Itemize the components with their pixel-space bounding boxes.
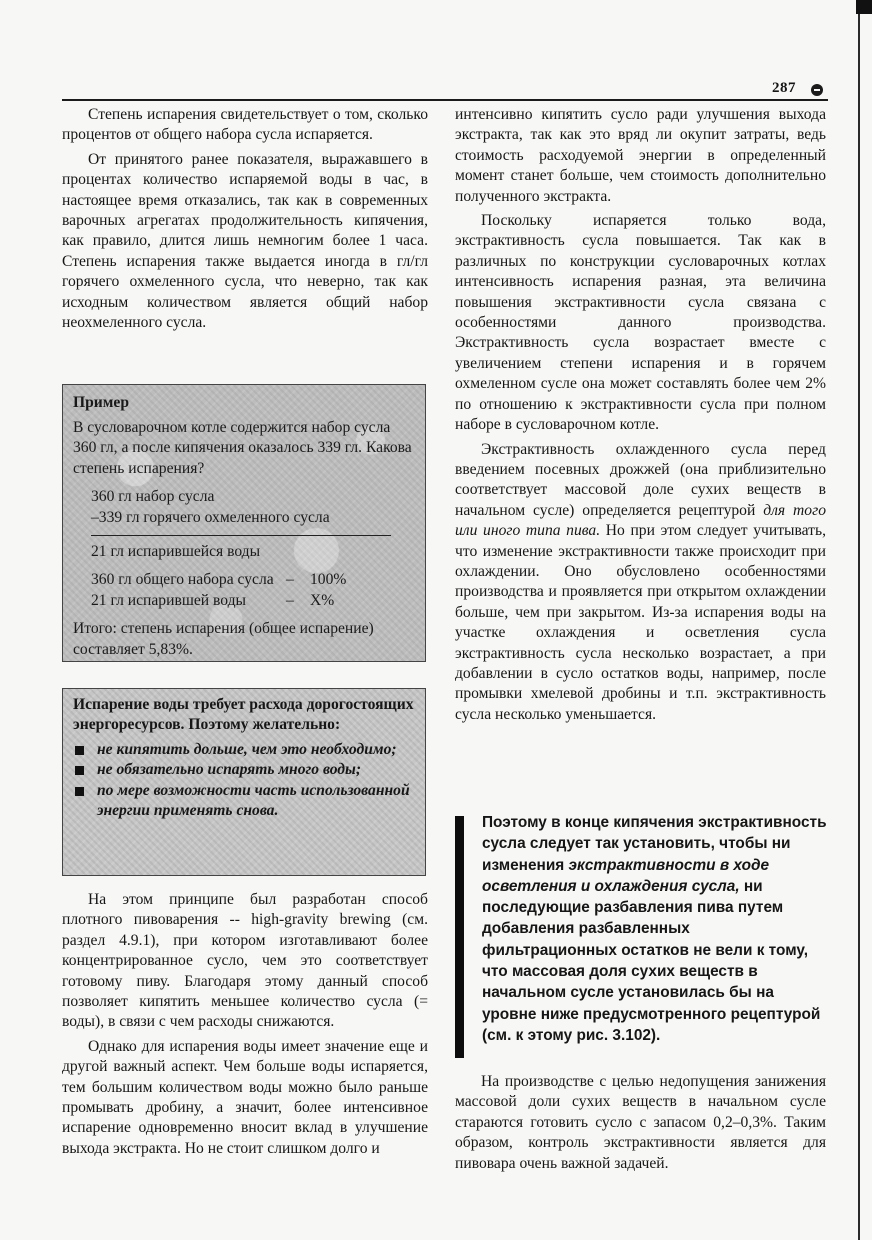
calc-line-subtract: –339 гл горячего охмеленного сусла — [91, 508, 330, 526]
proportion-line-2 — [73, 591, 415, 612]
right-column — [455, 105, 826, 725]
right-paragraph-3 — [455, 440, 826, 726]
note-item: не обязательно испарять много воды; — [73, 760, 415, 780]
right-column-bottom — [455, 1072, 826, 1174]
calc-line-total: 360 гл набор сусла — [91, 488, 215, 506]
right-paragraph-2: Поскольку испаряется только вода, экстрактивность сусла повышается. Так как в различных по конструкции сусловарочных котлах интенсивность испарения разная, эта величина повышения экстрактивности сусла связана с особенностями данного производства. Экстрактивность сусла возрастает вместе с увеличением степени испарения и в горячем охмеленном сусле она может составлять более чем 2% по отношению к экстрактивности сусла при полном наборе в сусловарочном котле. — [455, 212, 826, 434]
page-number-marker-icon — [811, 84, 823, 96]
right-paragraph-3-italic: для того или иного типа пива. — [455, 501, 826, 540]
left-column-bottom — [62, 890, 428, 1159]
right-paragraph-4: На производстве с целью недопущения занижения массовой доли сухих веществ в начальном сусле стараются готовить сусло с запасом 0,2–0,3%. Таким образом, контроль экстрактивности является для пивовара очень важной задачей. — [455, 1073, 826, 1172]
proportion-1-right: 100% — [310, 571, 347, 589]
note-list — [73, 740, 415, 822]
callout-part-b: ни последующие разбавления пива путем добавления разбавленных фильтрационных остатков не вели к тому, что массовая доля сухих веществ в начальном сусле установилась бы на уровне ниже предусмотренного рецептурой (см. к этому рис. 3.102). — [482, 877, 821, 1044]
page-edge-line — [858, 0, 860, 1240]
proportion-1-dash: – — [286, 571, 294, 589]
right-paragraph-3-part-a: Экстрактивность охлажденного сусла перед введением посевных дрожжей (она приблизительно соответствует массовой доле сухих веществ в начальном сусле) определяется рецептурой — [455, 440, 826, 519]
left-paragraph-4: Однако для испарения воды имеет значение еще и другой важный аспект. Чем больше воды испаряется, тем большим количеством воды можно было раньше промывать дробину, а значит, более интенсивное испарение одновременно вносит вклад в улучшение выхода экстракта. Но не стоит слишком долго и — [62, 1037, 428, 1157]
corner-mark — [856, 0, 872, 14]
proportion-2-right: X% — [310, 591, 335, 609]
example-box — [62, 384, 426, 662]
callout-bar — [455, 816, 464, 1058]
left-column — [62, 105, 428, 333]
left-paragraph-2: От принятого ранее показателя, выражавшего в процентах количество испаряемой воды в час, в настоящее время отказались, так как в современных варочных агрегатах продолжительность кипячения, как правило, длится лишь немногим более 1 часа. Степень испарения также выдается иногда в гл/гл горячего охмеленного сусла, что неверно, так как исходным количеством является общий набор неохмеленного сусла. — [62, 150, 428, 332]
left-paragraph-3: На этом принципе был разработан способ плотного пивоварения -- high-gravity brewing (см. раздел 4.9.1), при котором изготавливают более концентрированное сусло, чем это соответствует готовому пиву. Благодаря этому данный способ позволяет кипятить меньшее количество сусла (= воды), в связи с чем расходы снижаются. — [62, 891, 428, 1031]
proportion-2-dash: – — [286, 591, 294, 609]
left-paragraph-1: Степень испарения свидетельствует о том, сколько процентов от общего набора сусла испаряется. — [62, 106, 428, 144]
right-paragraph-1: интенсивно кипятить сусло ради улучшения выхода экстракта, так как это вряд ли окупит затраты, ведь стоимость расходуемой энергии в определенный момент станет больше, чем стоимость дополнительно полученного экстракта. — [455, 106, 826, 205]
proportion-2-left: 21 гл испарившей воды — [91, 591, 247, 609]
page-number: 287 — [772, 80, 796, 96]
callout-italic: экстрактивности в ходе осветления и охлаждения сусла, — [482, 856, 770, 895]
example-title: Пример — [73, 394, 130, 411]
note-lead: Испарение воды требует расхода дорогостоящих энергоресурсов. Поэтому желательно: — [73, 696, 414, 734]
note-box — [62, 688, 426, 876]
callout-part-a: Поэтому в конце кипячения экстрактивность сусла следует так установить, чтобы ни изменения — [482, 814, 827, 874]
proportion-1-left: 360 гл общего набора сусла — [91, 571, 274, 589]
right-paragraph-3-part-b: Но при этом следует учитывать, что изменение экстрактивности также происходит при охлаждении. Оно обусловлено особенностями производства и проявляется при открытом охлаждении больше, чем при закрытом. Из-за испарения воды на участке охлаждения и осветления сусла экстрактивность сусла несколько возрастает, а при добавлении в сусло остатков воды, например, после промывки хмелевой дробины и т.п. экстрактивность сусла несколько уменьшается. — [455, 522, 826, 723]
note-item: не кипятить дольше, чем это необходимо; — [73, 740, 415, 760]
header-rule — [62, 99, 828, 101]
callout-text — [482, 812, 827, 1046]
example-text: В сусловарочном котле содержится набор сусла 360 гл, а после кипячения оказалось 339 гл. Какова степень испарения? — [73, 418, 412, 477]
calc-result: 21 гл испарившейся воды — [91, 542, 261, 560]
calc-rule — [91, 535, 391, 536]
proportion-line-1 — [73, 570, 415, 591]
note-item: по мере возможности часть использованной энергии применять снова. — [73, 781, 415, 822]
example-conclusion: Итого: степень испарения (общее испарение) составляет 5,83%. — [73, 620, 374, 658]
callout — [455, 812, 827, 1062]
